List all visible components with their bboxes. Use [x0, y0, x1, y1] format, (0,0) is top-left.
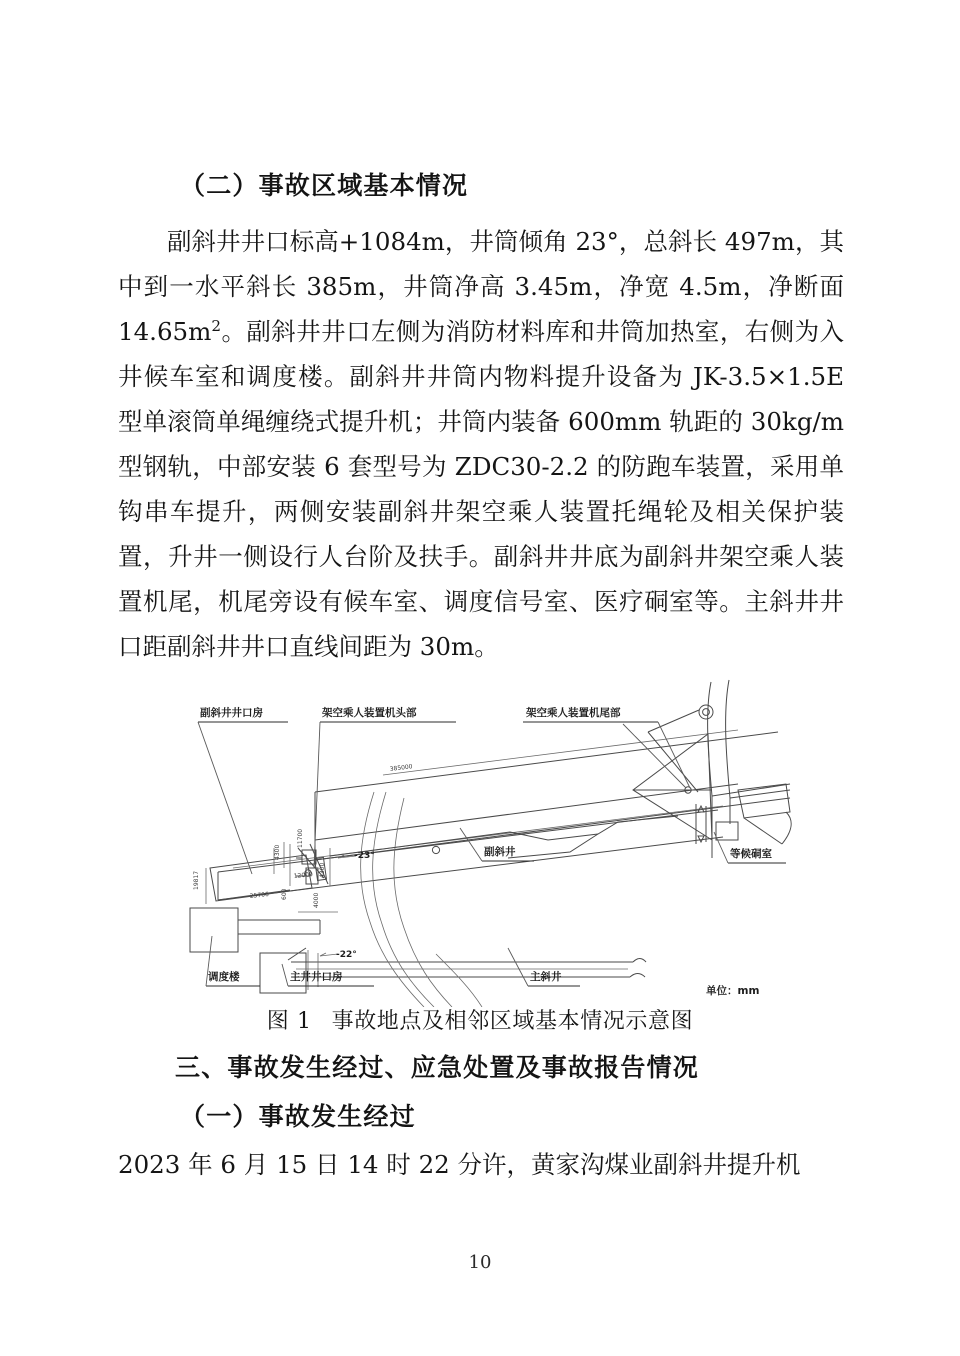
dimension-385000: 385000: [389, 763, 413, 773]
callout-zhu-xie-jing: [508, 948, 580, 986]
angle-label-22: -22°: [336, 950, 357, 960]
paragraph-text: 副斜井井口标高+1084m，井筒倾角 23°，总斜长 497m，其中到一水平斜长 385m，井筒净高 3.45m，净宽 4.5m，净断面 $14.65m^2$。副斜井井口左侧为消防材料库和井筒加热室，右侧为入井候车室和调度楼。副斜井井筒内物料提升设备为 JK-3.5×1.5E 型单滚筒单绳缠绕式提升机；井筒内装备 600mm 轨距的 30kg/m 型钢轨，中部安装 6 套型号为 ZDC30-2.2 的防跑车装置，采用单钩串车提升，两侧安装副斜井架空乘人装置托绳轮及相关保护装置，升井一侧设行人台阶及扶手。副斜井井底为副斜井架空乘人装置机尾，机尾旁设有候车室、调度信号室、医疗硐室等。主斜井井口距副斜井井口直线间距为 30m。: [118, 227, 844, 661]
right-vertical-roadway: [708, 680, 790, 858]
dimension-11700: 11700: [297, 828, 304, 848]
dimension-600: 600: [281, 888, 288, 900]
dimension-main-length: [383, 730, 738, 775]
label-diao-du-lou: 调度楼: [208, 971, 240, 983]
figure-caption-title: 事故地点及相邻区域基本情况示意图: [331, 1009, 694, 1034]
paragraph-accident-area-overview: [118, 219, 844, 669]
label-jia-kong-ji-wei: 架空乘人装置机尾部: [526, 707, 621, 719]
paragraph-accident-sequence: [118, 1142, 844, 1187]
diao-du-lou-building: [190, 908, 320, 952]
dimension-4000: 4000: [313, 892, 320, 908]
angle-marker-zhu-xie-jing: [320, 950, 357, 960]
schematic-svg: [178, 672, 798, 1007]
label-deng-hou-dong-shi: 等候硐室: [730, 848, 772, 860]
label-zhu-jing-jing-kou-fang: 主井井口房: [290, 971, 343, 983]
dimension-4300-a: 4300: [274, 844, 281, 860]
figure-caption: [0, 1004, 960, 1035]
figure-caption-number: 图 1: [266, 1009, 312, 1034]
heading-section-two: （二）事故区域基本情况: [180, 171, 469, 200]
label-zhu-xie-jing: 主斜井: [530, 971, 562, 983]
paragraph-text: 2023 年 6 月 15 日 14 时 22 分许，黄家沟煤业副斜井提升机: [118, 1150, 801, 1179]
dimension-25706: 25706: [249, 891, 270, 900]
heading-section-three: 三、事故发生经过、应急处置及事故报告情况: [175, 1053, 700, 1082]
road-curves: [361, 792, 482, 1007]
label-fu-xie-jing-jing-kou-fang: 副斜井井口房: [200, 707, 263, 719]
page-number: 10: [468, 1252, 492, 1273]
heading-section-three-one: （一）事故发生经过: [180, 1102, 416, 1131]
callout-deng-hou-dong-shi: [714, 832, 786, 863]
label-unit-note: 单位：mm: [706, 985, 760, 997]
callout-jia-kong-head: [314, 706, 456, 868]
label-jia-kong-ji-tou: 架空乘人装置机头部: [322, 707, 417, 719]
dimension-19817: 19817: [193, 870, 200, 890]
dimension-12000: 12000: [293, 871, 314, 880]
angle-label-23: -23°: [354, 851, 375, 861]
label-fu-xie-jing: 副斜井: [484, 846, 516, 858]
callout-diao-du-lou: [206, 936, 260, 986]
callout-zhu-jing-portal: [282, 964, 374, 986]
dimension-4300-b: 4300: [319, 862, 326, 878]
figure-schematic-diagram: [178, 672, 798, 1007]
